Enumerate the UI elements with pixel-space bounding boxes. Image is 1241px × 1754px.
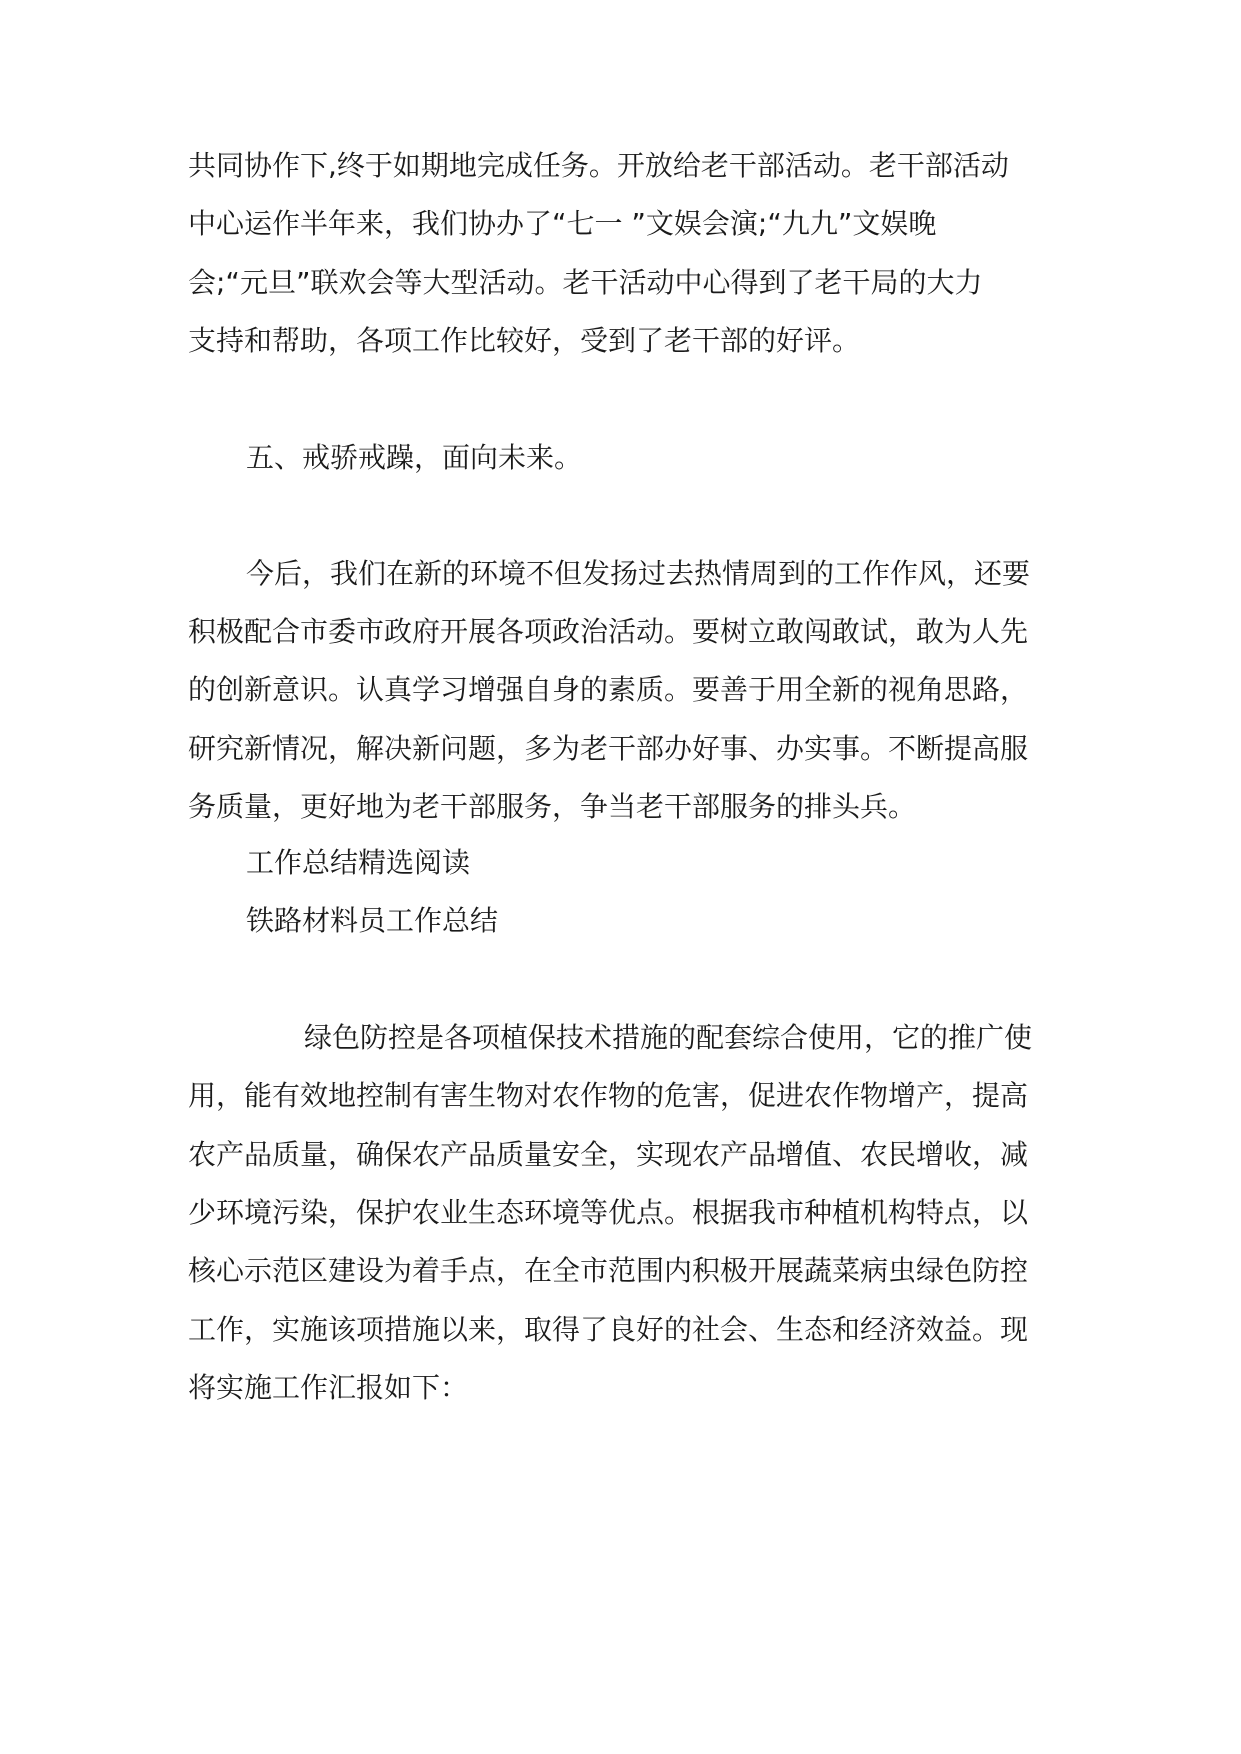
paragraph3-line-7: 将实施工作汇报如下： <box>188 1371 469 1404</box>
article-title: 铁路材料员工作总结 <box>246 904 499 937</box>
paragraph3-line-1: 绿色防控是各项植保技术措施的配套综合使用，它的推广使 <box>304 1021 1033 1054</box>
reading-label: 工作总结精选阅读 <box>246 846 471 879</box>
paragraph2-line-3: 的创新意识。认真学习增强自身的素质。要善于用全新的视角思路， <box>188 673 1029 706</box>
paragraph3-line-2: 用，能有效地控制有害生物对农作物的危害，促进农作物增产，提高 <box>188 1079 1029 1112</box>
paragraph1-line-3: 会;“元旦”联欢会等大型活动。老干活动中心得到了老干局的大力 <box>188 266 983 299</box>
paragraph2-line-1: 今后，我们在新的环境不但发扬过去热情周到的工作作风，还要 <box>246 557 1031 590</box>
paragraph3-line-5: 核心示范区建设为着手点，在全市范围内积极开展蔬菜病虫绿色防控 <box>188 1254 1029 1287</box>
section-heading-5: 五、戒骄戒躁，面向未来。 <box>246 441 583 474</box>
paragraph3-line-6: 工作，实施该项措施以来，取得了良好的社会、生态和经济效益。现 <box>188 1313 1029 1346</box>
paragraph2-line-2: 积极配合市委市政府开展各项政治活动。要树立敢闯敢试，敢为人先 <box>188 615 1029 648</box>
paragraph1-line-1: 共同协作下,终于如期地完成任务。开放给老干部活动。老干部活动 <box>188 149 1009 182</box>
paragraph1-line-4: 支持和帮助，各项工作比较好，受到了老干部的好评。 <box>188 324 861 357</box>
paragraph2-line-4: 研究新情况，解决新问题，多为老干部办好事、办实事。不断提高服 <box>188 732 1029 765</box>
paragraph3-line-3: 农产品质量，确保农产品质量安全，实现农产品增值、农民增收，减 <box>188 1138 1029 1171</box>
paragraph2-line-5: 务质量，更好地为老干部服务，争当老干部服务的排头兵。 <box>188 790 917 823</box>
paragraph3-line-4: 少环境污染，保护农业生态环境等优点。根据我市种植机构特点，以 <box>188 1196 1029 1229</box>
paragraph1-line-2: 中心运作半年来，我们协办了“七一 ”文娱会演;“九九”文娱晚 <box>188 207 937 240</box>
